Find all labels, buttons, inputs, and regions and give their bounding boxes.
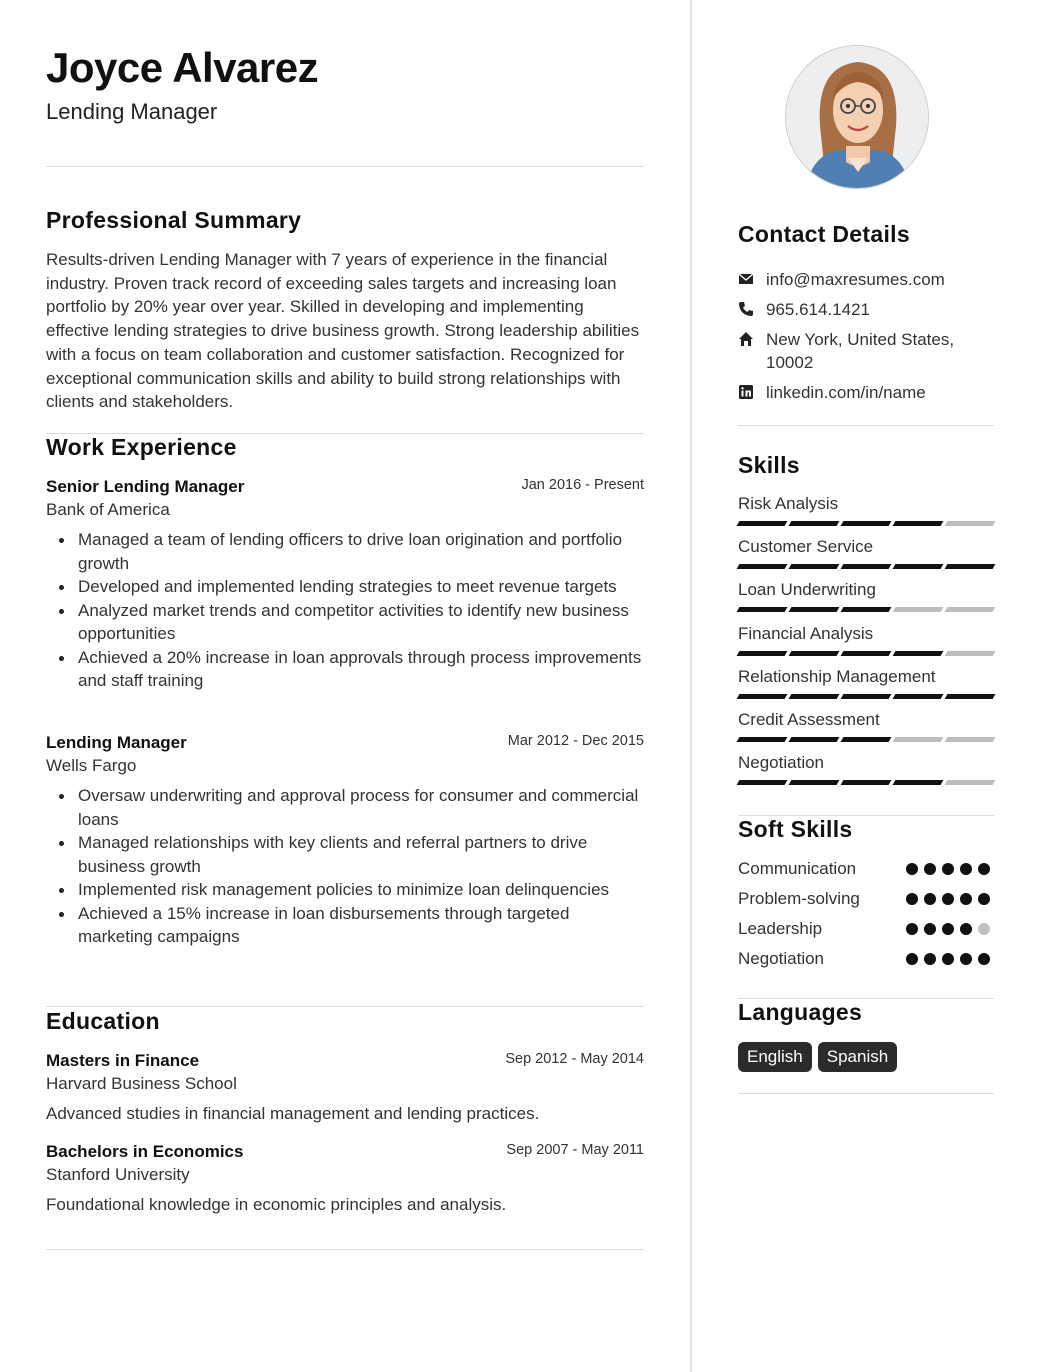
address-text: New York, United States, 10002 (766, 330, 955, 372)
skill-level-segment (841, 607, 892, 612)
job-bullet: Oversaw underwriting and approval process for consumer and commercial loans (46, 784, 644, 831)
skill-level-segment (893, 607, 944, 612)
rating-dot (960, 953, 972, 965)
skill-item (738, 624, 994, 656)
rating-dot (924, 923, 936, 935)
profile-photo (785, 45, 929, 189)
rating-dot (906, 893, 918, 905)
degree: Masters in Finance (46, 1051, 200, 1070)
skill-item (738, 667, 994, 699)
phone-text: 965.614.1421 (766, 300, 870, 319)
education-heading: Education (46, 1008, 160, 1034)
job-dates: Mar 2012 - Dec 2015 (507, 733, 644, 749)
skill-level-segment (789, 521, 840, 526)
rating-dot (978, 923, 990, 935)
school: Stanford University (46, 1165, 190, 1184)
skill-item (738, 494, 994, 526)
skill-level-segment (893, 694, 944, 699)
skill-level-segment (789, 651, 840, 656)
skill-level-segment (893, 651, 944, 656)
job-bullets (46, 784, 644, 949)
linkedin-icon (738, 384, 754, 400)
candidate-name: Joyce Alvarez (46, 44, 319, 91)
skill-level-bar (738, 521, 994, 526)
skill-level-segment (737, 521, 788, 526)
school: Harvard Business School (46, 1074, 237, 1093)
skill-level-segment (945, 521, 996, 526)
skill-level-bar (738, 737, 994, 742)
education-divider (46, 1249, 644, 1250)
soft-skill-rating (906, 953, 990, 965)
skills-heading: Skills (738, 452, 800, 478)
skill-level-segment (841, 780, 892, 785)
education-entry (46, 1051, 644, 1124)
rating-dot (942, 953, 954, 965)
skill-label: Financial Analysis (738, 623, 874, 643)
email-text: info@maxresumes.com (766, 270, 945, 289)
summary-text: Results-driven Lending Manager with 7 years of experience in the financial industry. Proven track record of exceeding sales targets and increasing loan portfolio by 20% year over year. Skilled in developing and implementing effective lending strategies to drive business growth. Strong leadership abilities with a focus on team collaboration and customer satisfaction. Recognized for exceptional communication skills and ability to build strong relationships with clients and stakeholders. (46, 250, 640, 412)
experience-heading: Work Experience (46, 434, 237, 460)
rating-dot (960, 893, 972, 905)
soft-skill-rating (906, 863, 990, 875)
column-divider (690, 0, 692, 1372)
job-bullet: Analyzed market trends and competitor activities to identify new business opportunities (46, 599, 644, 646)
degree: Bachelors in Economics (46, 1142, 244, 1161)
skill-item (738, 753, 994, 785)
contact-heading: Contact Details (738, 221, 910, 247)
languages-heading: Languages (738, 999, 863, 1025)
soft-skill-item (738, 919, 994, 949)
phone-icon (738, 301, 754, 317)
skill-level-segment (841, 564, 892, 569)
skill-level-bar (738, 564, 994, 569)
skill-level-segment (737, 607, 788, 612)
skill-level-segment (841, 651, 892, 656)
skill-level-segment (737, 780, 788, 785)
education-entry (46, 1142, 644, 1215)
skill-level-segment (945, 694, 996, 699)
job-company: Bank of America (46, 500, 170, 519)
skill-level-bar (738, 651, 994, 656)
portrait-avatar (786, 46, 929, 189)
skill-label: Relationship Management (738, 666, 936, 686)
rating-dot (978, 953, 990, 965)
skill-level-segment (789, 694, 840, 699)
job-role: Lending Manager (46, 733, 187, 752)
skill-level-segment (789, 564, 840, 569)
job-bullet: Developed and implemented lending strategies to meet revenue targets (46, 575, 644, 599)
skill-item (738, 537, 994, 569)
job-bullet: Implemented risk management policies to minimize loan delinquencies (46, 878, 644, 902)
contact-email[interactable] (738, 268, 994, 291)
soft-skill-label: Problem-solving (738, 889, 860, 908)
soft-skill-label: Negotiation (738, 949, 825, 968)
soft-skill-label: Communication (738, 859, 857, 878)
education-dates: Sep 2007 - May 2011 (506, 1142, 644, 1158)
linkedin-text: linkedin.com/in/name (766, 383, 926, 402)
rating-dot (924, 863, 936, 875)
job-company: Wells Fargo (46, 756, 137, 775)
soft-skill-item (738, 859, 994, 889)
job-bullets (46, 528, 644, 693)
soft-skill-label: Leadership (738, 919, 823, 938)
skill-level-segment (893, 780, 944, 785)
rating-dot (942, 893, 954, 905)
rating-dot (960, 863, 972, 875)
rating-dot (978, 893, 990, 905)
skill-level-segment (945, 651, 996, 656)
contact-divider (738, 425, 994, 426)
language-tag: English (738, 1042, 812, 1072)
skill-level-segment (945, 607, 996, 612)
home-icon (738, 331, 754, 347)
experience-divider (46, 1006, 644, 1007)
soft-skill-rating (906, 893, 990, 905)
skill-label: Customer Service (738, 537, 874, 557)
rating-dot (960, 923, 972, 935)
rating-dot (906, 953, 918, 965)
skill-level-bar (738, 694, 994, 699)
soft-skill-item (738, 889, 994, 919)
skill-item (738, 710, 994, 742)
candidate-title: Lending Manager (46, 99, 218, 124)
skill-level-segment (841, 737, 892, 742)
skill-level-segment (789, 780, 840, 785)
contact-linkedin[interactable] (738, 381, 994, 404)
rating-dot (924, 893, 936, 905)
skill-level-segment (789, 737, 840, 742)
job-role: Senior Lending Manager (46, 477, 245, 496)
contact-address (738, 328, 994, 374)
summary-heading: Professional Summary (46, 207, 302, 233)
job-dates: Jan 2016 - Present (521, 477, 644, 493)
job-bullet: Achieved a 15% increase in loan disbursements through targeted marketing campaigns (46, 902, 644, 949)
education-desc: Foundational knowledge in economic principles and analysis. (46, 1195, 507, 1214)
skill-label: Negotiation (738, 753, 825, 773)
rating-dot (906, 923, 918, 935)
skill-label: Risk Analysis (738, 494, 839, 513)
languages-divider (738, 1093, 994, 1094)
envelope-icon (738, 271, 754, 287)
language-tag: Spanish (818, 1042, 897, 1072)
skill-level-segment (841, 694, 892, 699)
skill-level-segment (893, 564, 944, 569)
skill-level-segment (945, 737, 996, 742)
rating-dot (942, 863, 954, 875)
skill-level-segment (945, 564, 996, 569)
header-divider (46, 166, 644, 167)
job-bullet: Managed relationships with key clients and referral partners to drive business growth (46, 831, 644, 878)
skill-item (738, 580, 994, 612)
job-entry (46, 733, 644, 949)
soft-skills-heading: Soft Skills (738, 816, 853, 842)
job-bullet: Achieved a 20% increase in loan approvals through process improvements and staff training (46, 646, 644, 693)
skill-level-segment (841, 521, 892, 526)
education-dates: Sep 2012 - May 2014 (505, 1051, 644, 1067)
skill-label: Credit Assessment (738, 710, 880, 729)
skill-level-bar (738, 780, 994, 785)
contact-phone[interactable] (738, 298, 994, 321)
skill-level-segment (893, 737, 944, 742)
rating-dot (978, 863, 990, 875)
skill-level-segment (789, 607, 840, 612)
skill-level-segment (737, 651, 788, 656)
skill-level-segment (737, 694, 788, 699)
rating-dot (942, 923, 954, 935)
job-bullet: Managed a team of lending officers to drive loan origination and portfolio growth (46, 528, 644, 575)
job-entry (46, 477, 644, 693)
education-desc: Advanced studies in financial management and lending practices. (46, 1104, 540, 1123)
rating-dot (924, 953, 936, 965)
skill-level-segment (893, 521, 944, 526)
soft-skill-item (738, 949, 994, 979)
skill-label: Loan Underwriting (738, 580, 876, 600)
skill-level-segment (737, 564, 788, 569)
rating-dot (906, 863, 918, 875)
skill-level-bar (738, 607, 994, 612)
skill-level-segment (737, 737, 788, 742)
languages-list (738, 1042, 897, 1072)
skill-level-segment (945, 780, 996, 785)
soft-skill-rating (906, 923, 990, 935)
